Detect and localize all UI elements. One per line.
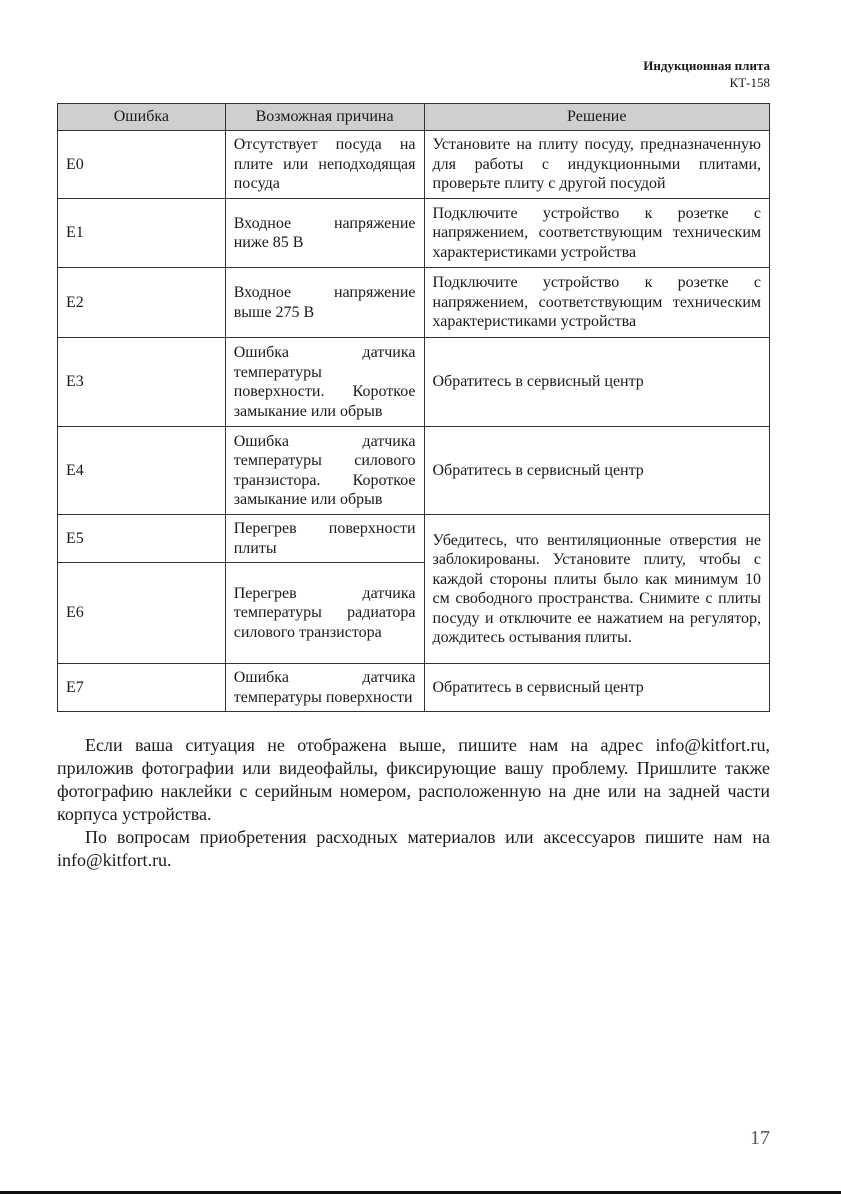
- error-solution: Обратитесь в сервисный центр: [424, 664, 770, 712]
- error-code: E7: [58, 664, 226, 712]
- product-model: КТ-158: [729, 75, 770, 90]
- error-solution: Обратитесь в сервисный центр: [424, 338, 770, 427]
- error-solution: Подключите устройство к розетке с напряжением, соответствующим техническим характеристиками устройства: [424, 199, 770, 268]
- table-header-row: [58, 104, 770, 131]
- page-header: [643, 57, 770, 91]
- table-row: [58, 427, 770, 515]
- accessories-paragraph: По вопросам приобретения расходных материалов или аксессуаров пишите нам на info@kitfort.ru.: [57, 827, 770, 870]
- error-cause: Перегрев датчика температуры радиатора силового транзистора: [225, 563, 424, 664]
- error-cause: Ошибка датчика температуры поверхности. Короткое замыкание или обрыв: [225, 338, 424, 427]
- error-code: E6: [58, 563, 226, 664]
- error-solution: Установите на плиту посуду, предназначенную для работы с индукционными плитами, проверьте плиту с другой посудой: [424, 131, 770, 199]
- page-number: 17: [750, 1127, 770, 1149]
- table-row: [58, 268, 770, 338]
- error-cause: Отсутствует посуда на плите или неподходящая посуда: [225, 131, 424, 199]
- product-name: Индукционная плита: [643, 58, 770, 73]
- error-cause: Ошибка датчика температуры силового транзистора. Короткое замыкание или обрыв: [225, 427, 424, 515]
- error-code: E3: [58, 338, 226, 427]
- error-code: E2: [58, 268, 226, 338]
- table-row: [58, 199, 770, 268]
- error-cause: Ошибка датчика температуры поверхности: [225, 664, 424, 712]
- error-code: E1: [58, 199, 226, 268]
- body-text: [57, 734, 770, 872]
- column-header-error: Ошибка: [58, 104, 226, 131]
- table-row: [58, 131, 770, 199]
- error-solution: Подключите устройство к розетке с напряжением, соответствующим техническим характеристиками устройства: [424, 268, 770, 338]
- table-row: [58, 338, 770, 427]
- error-code: E5: [58, 515, 226, 563]
- column-header-cause: Возможная причина: [225, 104, 424, 131]
- error-solution: Убедитесь, что вентиляционные отверстия не заблокированы. Установите плиту, чтобы с каждой стороны плиты было как минимум 10 см свободного пространства. Снимите с плиты посуду и отключите ее нажатием на регулятор, дождитесь остывания плиты.: [424, 515, 770, 664]
- table-row: [58, 664, 770, 712]
- column-header-solution: Решение: [424, 104, 770, 131]
- error-code: E4: [58, 427, 226, 515]
- error-cause: Перегрев поверхности плиты: [225, 515, 424, 563]
- error-cause: Входное напряжение ниже 85 В: [225, 199, 424, 268]
- error-codes-table: [57, 103, 770, 712]
- error-cause: Входное напряжение выше 275 В: [225, 268, 424, 338]
- error-solution: Обратитесь в сервисный центр: [424, 427, 770, 515]
- error-code: E0: [58, 131, 226, 199]
- contact-paragraph: Если ваша ситуация не отображена выше, пишите нам на адрес info@kitfort.ru, приложив фотографии или видеофайлы, фиксирующие вашу проблему. Пришлите также фотографию наклейки с серийным номером, расположенную на дне или на задней части корпуса устройства.: [57, 735, 770, 824]
- table-row: [58, 515, 770, 563]
